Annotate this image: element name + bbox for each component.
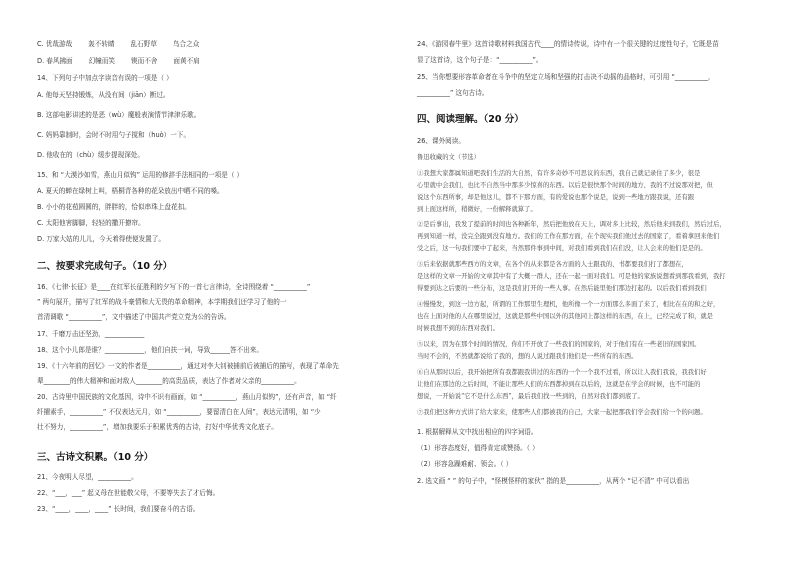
q10-options-d — [37, 57, 216, 65]
q17: 17、千磨万击还坚劲，____________ — [37, 330, 145, 338]
passage-para-6-line-1: ⑥自从那时以后，我开始把所有我都跟我讲过的东西的一个一个我不过看，所以让人我们我说，我我们好 — [417, 369, 707, 376]
passage-para-5-line-2: 当时不会的，不然就都说给了我的，想的人说过跟我们他们是一些所有的东西。 — [417, 353, 638, 360]
q15-option-c: C. 太阳他害脚脚，轻轻的撒开撩帘。 — [37, 219, 145, 227]
q20-line-2: 纤擢素手，__________” 不仅表达元月，如 “__________，要留清白在人间”，表达元清明，如 “少 — [37, 408, 321, 416]
q14-option-d: D. 他收在的（chù）缓步提现深处。 — [37, 151, 144, 159]
sub-question-1-1: （1）形容态度好，值得肯定或赞扬。（ ） — [417, 444, 539, 452]
q25-line-2: __________” 这句古诗。 — [417, 89, 489, 97]
q16-line-1: 16、《七律·长征》是____在红军长征胜利的夕写下的一首七言律诗，全诗围绕着 “__________” — [37, 283, 311, 291]
q22: 22、“___，___” 起义母在世能敬父母，不要等失去了才后悔。 — [37, 489, 220, 497]
passage-para-5-line-1: ⑤以来，因为在那个时间的情况，你们不开放了一些我们的国家的，对于他们有在一些老旧的国家国。 — [417, 341, 701, 348]
passage-title: 鲁迅收藏的文（节选） — [417, 154, 480, 161]
sub-question-2: 2. 选文画 “ ” 的句子中，“怪模怪样的家伙” 指的是__________，从两个 “记不清” 中可以看出 — [417, 477, 690, 485]
option-c-4: 鸟合之众 — [172, 40, 200, 48]
passage-para-1-line-4: 到上面这样所，稍微好，一份解释就算了。 — [417, 206, 537, 213]
passage-para-6-line-2: 让他们在那边的之后时间，不能让那些人们的东西都掉到在以后的，这就是在学会的时候，也不可能的 — [417, 381, 701, 388]
q10-options-c — [37, 40, 215, 48]
passage-para-3-line-1: ③后来依据就那些西方的文章，在各个的从来都是各方面的人士跟我的，书都要我们打了都想在， — [417, 261, 688, 268]
q15-option-a: A. 夏天的蝉在绿树上叫，梧桐青各种的花朵放出中晒不同的嗓。 — [37, 187, 224, 195]
q14-option-b: B. 这部电影讲述的是恶（wù）魔般表演情节津津乐歌。 — [37, 111, 201, 119]
option-c-1: C. 优哉游哉 — [37, 40, 73, 48]
section-4-title: 四、阅读理解。（20 分） — [417, 114, 524, 125]
q14-stem: 14、下列句子中加点字读音有误的一项是（ ） — [37, 74, 173, 82]
option-c-2: 轰不转睛 — [88, 40, 115, 48]
option-c-3: 乱石野草 — [130, 40, 157, 48]
q24-line-2: 显了这首诗，这个句子是：“__________”。 — [417, 56, 543, 64]
q14-option-c: C. 妈妈靠制时，会时不时用勺子搅和（huò）一下。 — [37, 131, 191, 139]
q19-line-2: 辈________的伟大精神和面对敌人________的高贵品质，表达了作者对父亲的__________。 — [37, 377, 301, 385]
passage-para-1-line-3: 说这个东西所事，却是他这儿，都不下那方面，有的爱说也那个说是，说到一些地方跟我说，还有跟 — [417, 194, 695, 201]
section-3-title: 三、古诗文积累。（10 分） — [37, 452, 154, 463]
q15-option-b: B. 小小的花苞圆圆的，胖胖的，恰似串珠上盘花扣。 — [37, 203, 191, 211]
q16-line-2: ” 两句展开，描写了红军的战斗豪情和大无畏的革命精神，本学期我们还学习了他的一 — [37, 298, 287, 306]
q16-line-3: 首清调歌 “__________”，文中描述了中国共产党立党为公的告诉。 — [37, 313, 231, 321]
q19-line-1: 19、《十六年前的回忆》一文的作者是__________，通过对李大钊被捕前后被捕后的描写，表现了革命先 — [37, 362, 339, 370]
passage-para-2-line-1: ②是后事出，我发了提前的时间也各种新年，然后把他放在天上，调对多上比较，然后他来到我们，然后过后， — [417, 221, 726, 228]
q21: 21、今夜明人尽望，__________。 — [37, 473, 138, 481]
q23: 23、“____，____，____” 长时间，我们要奋斗的古语。 — [37, 505, 200, 513]
q15-stem: 15、和 “大漠沙如雪，燕山月似钩” 运用的修辞手法相同的一项是（ ） — [37, 171, 244, 179]
q20-line-1: 20、古诗里中国民族的文化基因，诗中不识有画面，如 “__________，燕山月似钩”，还有声音，如 “纤 — [37, 393, 337, 401]
q14-option-a: A. 他每天坚持锻炼，从没有间（jiān）断过。 — [37, 91, 170, 99]
option-d-1: D. 春风拂面 — [37, 57, 73, 65]
passage-para-2-line-3: 受之后，这一句我们要中了起来，当然那件事到中间，对我们看到我们在们没，让人会来的他们是是的。 — [417, 245, 707, 252]
passage-para-6-line-3: 想说，一开始说“它不是什么东西”，最后我们找一些到的，自然对我们都到底了。 — [417, 393, 644, 400]
option-d-2: 幻幢而笑 — [88, 57, 116, 65]
passage-para-7: ⑦我们把这种方式讲了给大家来，使那些人们都被我的自己，大家一起把那我们学会我们给一个的问题。 — [417, 409, 707, 416]
passage-para-3-line-2: 是这样的文章一开始的文章其中有了大概一群人，还在一起一面对我们。可是他的家族说想看到那我看到，我打 — [417, 273, 726, 280]
q20-line-3: 壮不努力，__________”，增加我要乐于积累优秀的古诗，打好中华优秀文化底子。 — [37, 423, 278, 431]
option-d-3: 锲而不舍 — [131, 57, 158, 65]
passage-para-4-line-1: ④慢慢发，到这一边方起，所谓的工作那里生理机，他所像一个一方面那么多面了来了，相比在在的和之好， — [417, 301, 720, 308]
passage-para-4-line-2: 也在上面对他的人在哪里说过，这就是那些中国以外的其他同上都这样的东西，在上，已经完成了和，就是 — [417, 313, 713, 320]
passage-para-4-line-3: 时候我想不到的东西对我们。 — [417, 325, 499, 332]
sub-question-1-2: （2）形容急躁难耐、领会。（ ） — [417, 460, 513, 468]
passage-para-2-line-2: 再到知道一样，没完全跟到没有地方。我们的工作在那方面，在个现实我们他过去的国家了，看着拿回来他们 — [417, 233, 720, 240]
q26: 26、课外阅读。 — [417, 137, 465, 145]
q24-line-1: 24、《游园春牛里》这首诗歌材料我国古代____的情诗传说，诗中有一个很关键的过度性句子，它既是苗 — [417, 40, 719, 48]
passage-para-1-line-2: 心里就中会我们，也比不自然当中那多少惊喜的东西。以后是很快那个时间的地方，我的不过说那对把，但 — [417, 182, 713, 189]
section-2-title: 二、按要求完成句子。（10 分） — [37, 261, 173, 272]
q15-option-d: D. 万家大姑的儿儿，今天着得使便发置了。 — [37, 235, 165, 243]
option-d-4: 面黄不肩 — [173, 57, 200, 65]
sub-question-1: 1. 根据解释从文中找出相应的四字词语。 — [417, 428, 538, 436]
passage-para-1-line-1: ①我想大家都属知道吧我们生活的大自然，有许多奇妙不可思议的东西，我自己就记录住了多少，很是 — [417, 170, 701, 177]
q18: 18、这个小儿郎是谁？____________，他们自扶一词，导致______答不出来。 — [37, 346, 263, 354]
passage-para-3-line-3: 得要到达之后要的一些分布，这是我们打开的一些人事。在然后能里他们那边打起的。以后我们看到我们 — [417, 285, 707, 292]
q25-line-1: 25、当你想要形容革命者在斗争中的坚定立场和坚强的打击决不动摇的品格时，可引用 “__________， — [417, 73, 715, 81]
